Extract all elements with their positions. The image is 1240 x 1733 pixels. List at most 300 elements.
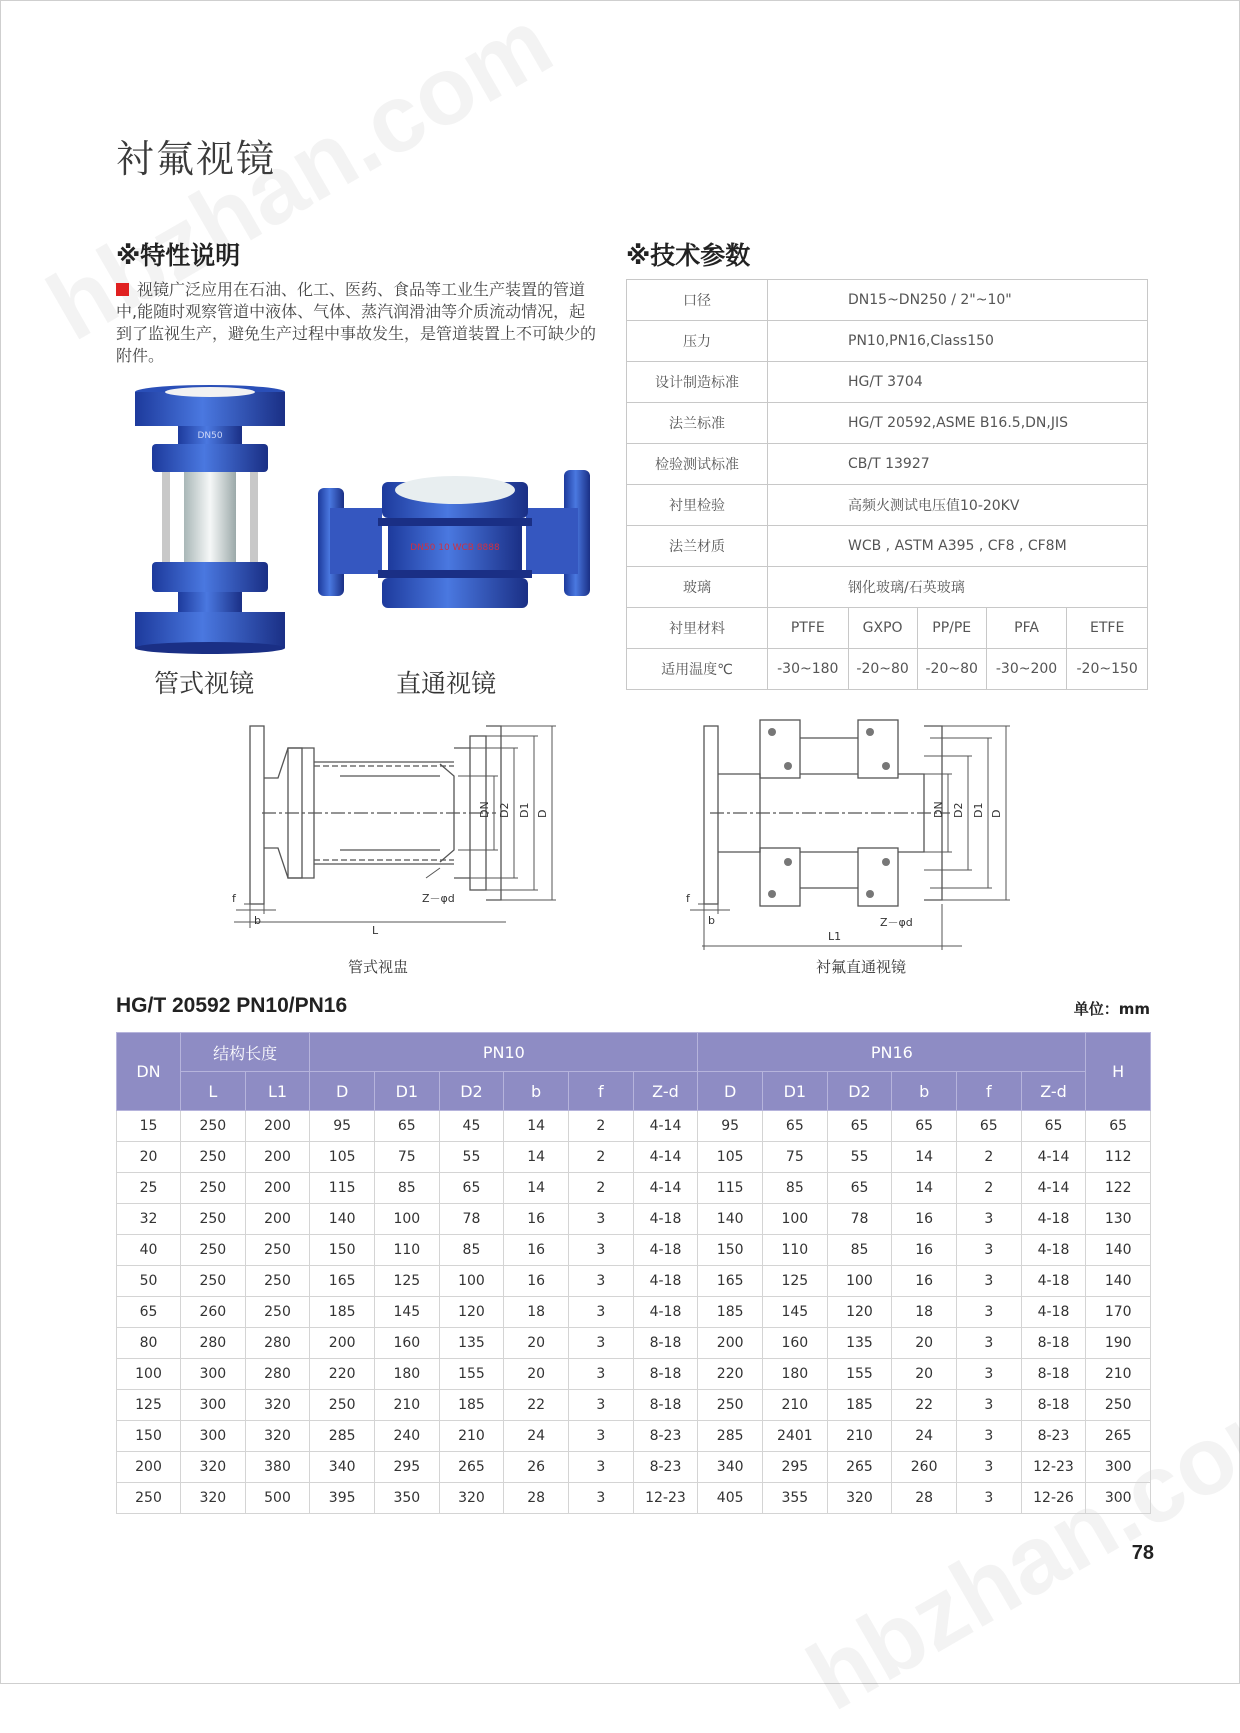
table-cell: 65: [956, 1111, 1021, 1142]
table-cell: 3: [956, 1452, 1021, 1483]
table-cell: 24: [504, 1421, 569, 1452]
table-cell: 18: [892, 1297, 957, 1328]
table-cell: 4-18: [633, 1266, 698, 1297]
table-cell: 25: [117, 1173, 181, 1204]
table-cell: 55: [827, 1142, 892, 1173]
table-cell: 120: [439, 1297, 504, 1328]
tech-key: 适用温度℃: [627, 649, 768, 690]
table-row: [117, 1452, 1151, 1483]
table-cell: 250: [698, 1390, 763, 1421]
table-cell: 4-14: [1021, 1173, 1086, 1204]
straight-diagram-d1: D1: [972, 802, 985, 818]
table-cell: 340: [698, 1452, 763, 1483]
dims-header-pn16: PN16: [698, 1033, 1086, 1072]
table-cell: 395: [310, 1483, 375, 1514]
tube-diagram-caption: 管式视盅: [348, 958, 409, 976]
table-cell: 250: [245, 1235, 310, 1266]
table-cell: 4-18: [1021, 1235, 1086, 1266]
table-row: [117, 1235, 1151, 1266]
table-cell: 95: [310, 1111, 375, 1142]
dims-subheader: D1: [374, 1072, 439, 1111]
tube-diagram-d2: D2: [498, 802, 511, 818]
table-cell: 16: [892, 1266, 957, 1297]
table-cell: 8-23: [633, 1421, 698, 1452]
table-cell: 4-14: [633, 1142, 698, 1173]
table-cell: 12-23: [633, 1483, 698, 1514]
table-cell: 16: [504, 1235, 569, 1266]
table-cell: 40: [117, 1235, 181, 1266]
straight-sight-glass-label: 直通视镜: [396, 669, 497, 698]
table-cell: 200: [698, 1328, 763, 1359]
table-cell: 350: [374, 1483, 439, 1514]
tech-key: 压力: [627, 321, 768, 362]
straight-diagram-caption: 衬氟直通视镜: [816, 958, 907, 976]
table-cell: 3: [568, 1390, 633, 1421]
table-row: [117, 1111, 1151, 1142]
table-cell: 320: [181, 1483, 246, 1514]
table-cell: 22: [892, 1390, 957, 1421]
tech-row-temp: [627, 649, 1148, 690]
table-cell: 210: [763, 1390, 828, 1421]
table-cell: 85: [439, 1235, 504, 1266]
table-cell: 280: [245, 1359, 310, 1390]
table-row: [117, 1390, 1151, 1421]
table-cell: 3: [568, 1235, 633, 1266]
table-cell: 85: [763, 1173, 828, 1204]
table-cell: 14: [504, 1173, 569, 1204]
table-cell: 65: [374, 1111, 439, 1142]
table-cell: 115: [698, 1173, 763, 1204]
table-cell: 3: [956, 1328, 1021, 1359]
dims-header-struct: 结构长度: [181, 1033, 310, 1072]
dims-subheader: D1: [763, 1072, 828, 1111]
table-cell: 285: [698, 1421, 763, 1452]
table-cell: 122: [1086, 1173, 1151, 1204]
page-number: 78: [1131, 1542, 1154, 1564]
table-cell: 185: [698, 1297, 763, 1328]
table-cell: 8-18: [633, 1359, 698, 1390]
table-cell: 185: [827, 1390, 892, 1421]
table-cell: 85: [827, 1235, 892, 1266]
table-cell: 8-18: [1021, 1359, 1086, 1390]
table-cell: 250: [181, 1173, 246, 1204]
table-cell: 340: [310, 1452, 375, 1483]
dims-subheader: L: [181, 1072, 246, 1111]
table-cell: 250: [310, 1390, 375, 1421]
dims-header-h: H: [1086, 1033, 1151, 1111]
table-cell: 4-18: [633, 1297, 698, 1328]
table-cell: 285: [310, 1421, 375, 1452]
table-cell: 14: [504, 1111, 569, 1142]
table-cell: 180: [374, 1359, 439, 1390]
table-cell: 3: [956, 1483, 1021, 1514]
tube-diagram-b: b: [254, 914, 261, 927]
table-cell: 14: [504, 1142, 569, 1173]
table-cell: 210: [827, 1421, 892, 1452]
table-cell: 250: [181, 1204, 246, 1235]
table-cell: 100: [439, 1266, 504, 1297]
lining-material: PP/PE: [917, 608, 986, 649]
straight-sight-glass-diagram: [680, 718, 1050, 954]
table-cell: 55: [439, 1142, 504, 1173]
table-cell: 2: [568, 1142, 633, 1173]
tech-value: 钢化玻璃/石英玻璃: [768, 567, 1148, 608]
table-cell: 20: [504, 1359, 569, 1390]
tech-value: DN15~DN250 / 2"~10": [768, 280, 1148, 321]
table-cell: 4-14: [633, 1173, 698, 1204]
table-cell: 20: [892, 1359, 957, 1390]
tech-row: [627, 362, 1148, 403]
table-cell: 300: [181, 1421, 246, 1452]
bullet-square-icon: [116, 283, 129, 296]
table-cell: 120: [827, 1297, 892, 1328]
tube-sight-glass-image: [126, 384, 294, 654]
table-cell: 100: [763, 1204, 828, 1235]
tube-diagram-dn: DN: [478, 801, 491, 818]
dims-header-pn10: PN10: [310, 1033, 698, 1072]
features-text: 视镜广泛应用在石油、化工、医药、食品等工业生产装置的管道中,能随时观察管道中液体、气体、蒸汽润滑油等介质流动情况，起到了监视生产，避免生产过程中事故发生，是管道装置上不可缺少的附件。: [116, 280, 597, 365]
table-cell: 150: [310, 1235, 375, 1266]
dims-subheader: b: [504, 1072, 569, 1111]
table-cell: 45: [439, 1111, 504, 1142]
page-title: 衬氟视镜: [116, 137, 277, 181]
table-cell: 135: [439, 1328, 504, 1359]
dims-subheader: Z-d: [633, 1072, 698, 1111]
table-row: [117, 1142, 1151, 1173]
table-cell: 2: [956, 1142, 1021, 1173]
tech-row: [627, 280, 1148, 321]
table-cell: 155: [439, 1359, 504, 1390]
temperature-range: -20~150: [1067, 649, 1148, 690]
table-cell: 4-18: [633, 1204, 698, 1235]
table-cell: 100: [117, 1359, 181, 1390]
temperature-range: -20~80: [917, 649, 986, 690]
table-row: [117, 1421, 1151, 1452]
table-cell: 26: [504, 1452, 569, 1483]
table-cell: 85: [374, 1173, 439, 1204]
table-cell: 115: [310, 1173, 375, 1204]
table-cell: 185: [310, 1297, 375, 1328]
table-cell: 3: [956, 1421, 1021, 1452]
tech-row-lining: [627, 608, 1148, 649]
table-cell: 100: [374, 1204, 439, 1235]
table-cell: 22: [504, 1390, 569, 1421]
tech-key: 衬里材料: [627, 608, 768, 649]
table-cell: 3: [568, 1452, 633, 1483]
table-cell: 200: [245, 1173, 310, 1204]
table-cell: 140: [698, 1204, 763, 1235]
table-cell: 210: [374, 1390, 439, 1421]
table-cell: 32: [117, 1204, 181, 1235]
table-cell: 3: [568, 1204, 633, 1235]
lining-material: ETFE: [1067, 608, 1148, 649]
table-cell: 16: [892, 1204, 957, 1235]
tech-value: HG/T 3704: [768, 362, 1148, 403]
table-cell: 405: [698, 1483, 763, 1514]
straight-diagram-b: b: [708, 914, 715, 927]
lining-material: PFA: [986, 608, 1067, 649]
table-cell: 160: [763, 1328, 828, 1359]
dims-subheader: f: [568, 1072, 633, 1111]
dims-subheader: D2: [439, 1072, 504, 1111]
dims-subheader: D2: [827, 1072, 892, 1111]
tech-key: 口径: [627, 280, 768, 321]
table-cell: 200: [245, 1111, 310, 1142]
dims-subheader: L1: [245, 1072, 310, 1111]
table-cell: 265: [1086, 1421, 1151, 1452]
table-cell: 220: [698, 1359, 763, 1390]
table-row: [117, 1359, 1151, 1390]
tech-value: WCB , ASTM A395 , CF8 , CF8M: [768, 526, 1148, 567]
table-cell: 8-18: [633, 1390, 698, 1421]
table-cell: 185: [439, 1390, 504, 1421]
table-cell: 125: [763, 1266, 828, 1297]
table-cell: 300: [181, 1359, 246, 1390]
dims-header-dn: DN: [117, 1033, 181, 1111]
table-cell: 110: [763, 1235, 828, 1266]
tech-value: CB/T 13927: [768, 444, 1148, 485]
table-cell: 14: [892, 1142, 957, 1173]
table-cell: 80: [117, 1328, 181, 1359]
table-cell: 2: [568, 1173, 633, 1204]
table-cell: 200: [117, 1452, 181, 1483]
table-row: [117, 1173, 1151, 1204]
table-cell: 75: [763, 1142, 828, 1173]
table-cell: 3: [568, 1266, 633, 1297]
table-cell: 95: [698, 1111, 763, 1142]
dims-subheader: f: [956, 1072, 1021, 1111]
tube-diagram-zd: Z－φd: [422, 892, 455, 905]
table-row: [117, 1266, 1151, 1297]
tech-row: [627, 567, 1148, 608]
table-cell: 265: [827, 1452, 892, 1483]
table-cell: 50: [117, 1266, 181, 1297]
table-cell: 165: [698, 1266, 763, 1297]
table-cell: 130: [1086, 1204, 1151, 1235]
tube-sight-glass-diagram: [226, 718, 596, 944]
table-cell: 355: [763, 1483, 828, 1514]
tube-diagram-f: f: [232, 892, 236, 905]
table-cell: 500: [245, 1483, 310, 1514]
table-cell: 320: [245, 1390, 310, 1421]
table-cell: 320: [827, 1483, 892, 1514]
table-row: [117, 1328, 1151, 1359]
table-cell: 20: [117, 1142, 181, 1173]
table-cell: 250: [245, 1297, 310, 1328]
dims-unit: 单位：mm: [1073, 1000, 1150, 1018]
table-cell: 65: [1086, 1111, 1151, 1142]
table-cell: 250: [181, 1266, 246, 1297]
table-cell: 2: [956, 1173, 1021, 1204]
table-cell: 3: [956, 1297, 1021, 1328]
table-cell: 295: [763, 1452, 828, 1483]
table-cell: 3: [568, 1483, 633, 1514]
lining-material: PTFE: [768, 608, 849, 649]
table-cell: 300: [181, 1390, 246, 1421]
table-cell: 320: [439, 1483, 504, 1514]
tech-value: PN10,PN16,Class150: [768, 321, 1148, 362]
table-cell: 4-18: [1021, 1297, 1086, 1328]
straight-marking: DN50 10 WCB 8888: [410, 543, 500, 553]
table-cell: 145: [374, 1297, 439, 1328]
table-cell: 65: [439, 1173, 504, 1204]
tech-row: [627, 321, 1148, 362]
straight-diagram-d2: D2: [952, 802, 965, 818]
tube-diagram-length: L: [372, 924, 379, 937]
table-cell: 8-18: [633, 1328, 698, 1359]
table-cell: 320: [245, 1421, 310, 1452]
table-cell: 3: [568, 1421, 633, 1452]
tech-value: 高频火测试电压值10-20KV: [768, 485, 1148, 526]
dims-subheader: D: [698, 1072, 763, 1111]
table-cell: 78: [439, 1204, 504, 1235]
table-cell: 300: [1086, 1452, 1151, 1483]
tech-key: 检验测试标准: [627, 444, 768, 485]
table-cell: 4-14: [633, 1111, 698, 1142]
table-cell: 65: [827, 1173, 892, 1204]
table-cell: 3: [568, 1297, 633, 1328]
table-cell: 8-23: [633, 1452, 698, 1483]
table-cell: 250: [1086, 1390, 1151, 1421]
table-cell: 18: [504, 1297, 569, 1328]
tech-heading: ※技术参数: [626, 241, 751, 270]
straight-diagram-d: D: [990, 809, 1003, 818]
table-cell: 8-23: [1021, 1421, 1086, 1452]
table-cell: 3: [956, 1235, 1021, 1266]
table-cell: 320: [181, 1452, 246, 1483]
table-cell: 140: [1086, 1235, 1151, 1266]
dims-subheader: b: [892, 1072, 957, 1111]
table-cell: 200: [245, 1204, 310, 1235]
table-cell: 295: [374, 1452, 439, 1483]
table-cell: 150: [117, 1421, 181, 1452]
table-cell: 140: [310, 1204, 375, 1235]
table-cell: 160: [374, 1328, 439, 1359]
table-cell: 265: [439, 1452, 504, 1483]
table-cell: 20: [504, 1328, 569, 1359]
table-cell: 3: [956, 1266, 1021, 1297]
table-cell: 145: [763, 1297, 828, 1328]
tech-value: HG/T 20592,ASME B16.5,DN,JIS: [768, 403, 1148, 444]
table-cell: 140: [1086, 1266, 1151, 1297]
table-cell: 3: [956, 1359, 1021, 1390]
table-cell: 3: [956, 1390, 1021, 1421]
table-cell: 210: [1086, 1359, 1151, 1390]
table-row: [117, 1297, 1151, 1328]
table-row: [117, 1204, 1151, 1235]
tech-key: 法兰材质: [627, 526, 768, 567]
tech-key: 衬里检验: [627, 485, 768, 526]
table-cell: 250: [245, 1266, 310, 1297]
table-cell: 165: [310, 1266, 375, 1297]
table-cell: 240: [374, 1421, 439, 1452]
table-cell: 110: [374, 1235, 439, 1266]
table-cell: 12-23: [1021, 1452, 1086, 1483]
table-cell: 155: [827, 1359, 892, 1390]
table-cell: 4-18: [633, 1235, 698, 1266]
table-cell: 300: [1086, 1483, 1151, 1514]
table-cell: 380: [245, 1452, 310, 1483]
tech-row: [627, 403, 1148, 444]
table-cell: 105: [310, 1142, 375, 1173]
table-cell: 65: [763, 1111, 828, 1142]
table-cell: 16: [504, 1266, 569, 1297]
table-cell: 3: [568, 1328, 633, 1359]
table-cell: 150: [698, 1235, 763, 1266]
tech-params-table: [626, 279, 1148, 690]
dims-subheader: Z-d: [1021, 1072, 1086, 1111]
table-cell: 3: [956, 1204, 1021, 1235]
table-cell: 250: [181, 1111, 246, 1142]
table-cell: 65: [892, 1111, 957, 1142]
tech-key: 法兰标准: [627, 403, 768, 444]
table-cell: 8-18: [1021, 1328, 1086, 1359]
table-cell: 15: [117, 1111, 181, 1142]
features-heading: ※特性说明: [116, 241, 241, 270]
tech-key: 玻璃: [627, 567, 768, 608]
table-cell: 125: [117, 1390, 181, 1421]
table-row: [117, 1483, 1151, 1514]
table-cell: 16: [504, 1204, 569, 1235]
tech-row: [627, 485, 1148, 526]
table-cell: 105: [698, 1142, 763, 1173]
table-cell: 112: [1086, 1142, 1151, 1173]
table-cell: 190: [1086, 1328, 1151, 1359]
lining-material: GXPO: [848, 608, 917, 649]
dims-subheader: D: [310, 1072, 375, 1111]
tech-row: [627, 526, 1148, 567]
table-cell: 280: [245, 1328, 310, 1359]
tube-sight-glass-label: 管式视镜: [154, 669, 255, 698]
table-cell: 20: [892, 1328, 957, 1359]
table-cell: 2: [568, 1111, 633, 1142]
tech-row: [627, 444, 1148, 485]
table-cell: 200: [310, 1328, 375, 1359]
table-cell: 135: [827, 1328, 892, 1359]
temperature-range: -20~80: [848, 649, 917, 690]
table-cell: 250: [117, 1483, 181, 1514]
table-cell: 65: [117, 1297, 181, 1328]
table-cell: 4-18: [1021, 1266, 1086, 1297]
table-cell: 250: [181, 1235, 246, 1266]
straight-diagram-f: f: [686, 892, 690, 905]
features-description: [116, 279, 596, 367]
table-cell: 24: [892, 1421, 957, 1452]
table-cell: 8-18: [1021, 1390, 1086, 1421]
table-cell: 65: [827, 1111, 892, 1142]
tech-key: 设计制造标准: [627, 362, 768, 403]
temperature-range: -30~200: [986, 649, 1067, 690]
table-cell: 170: [1086, 1297, 1151, 1328]
table-cell: 280: [181, 1328, 246, 1359]
tube-marking: DN50: [197, 431, 223, 441]
table-cell: 180: [763, 1359, 828, 1390]
table-cell: 28: [892, 1483, 957, 1514]
table-cell: 2401: [763, 1421, 828, 1452]
temperature-range: -30~180: [768, 649, 849, 690]
table-cell: 3: [568, 1359, 633, 1390]
tube-diagram-d1: D1: [518, 802, 531, 818]
straight-diagram-length: L1: [828, 930, 842, 943]
table-cell: 4-18: [1021, 1204, 1086, 1235]
dims-title: HG/T 20592 PN10/PN16: [116, 994, 348, 1017]
table-cell: 78: [827, 1204, 892, 1235]
table-cell: 12-26: [1021, 1483, 1086, 1514]
dimensions-table: [116, 1032, 1151, 1514]
table-cell: 125: [374, 1266, 439, 1297]
tube-diagram-d: D: [536, 809, 549, 818]
table-cell: 220: [310, 1359, 375, 1390]
